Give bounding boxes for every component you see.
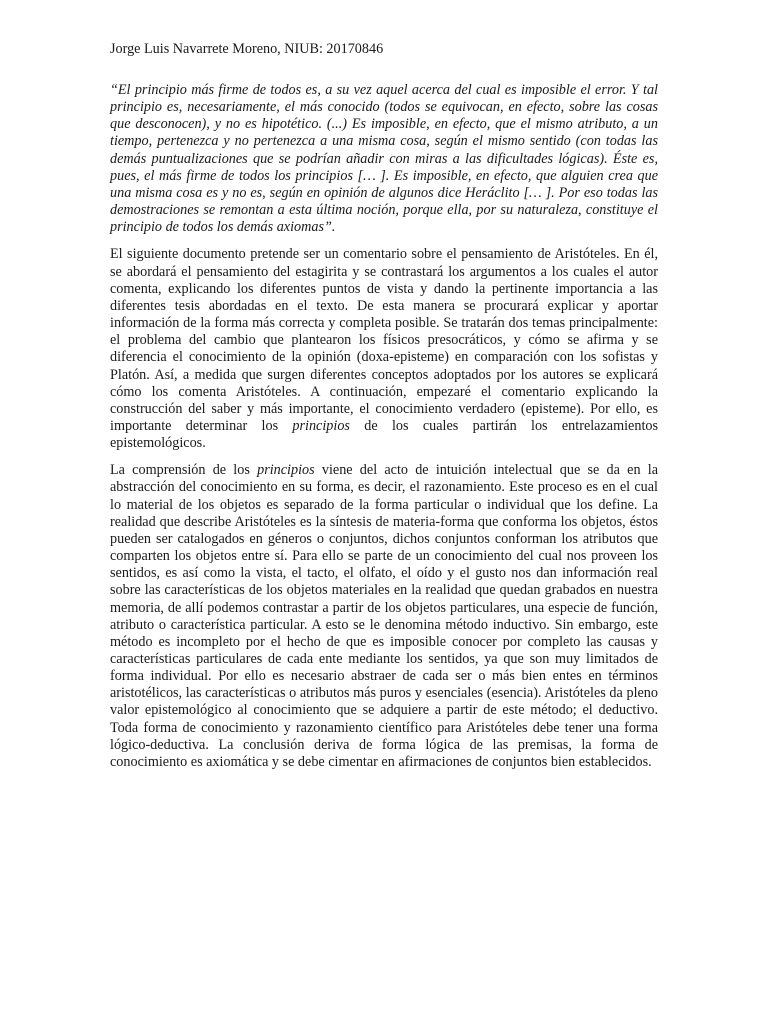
emphasis-principios: principios bbox=[292, 417, 350, 434]
paragraph-principles-text: viene del acto de intuición intelectual que se da en la abstracción del conocimiento en su forma, es decir, el razonamiento. Este proceso es en el cual lo material de los objetos es separado de la forma particular o individual que los define. La realidad que describe Aristóteles es la síntesis de materia-forma que conforma los objetos, éstos pueden ser catalogados en géneros o conjuntos, dichos conjuntos conforman los atributos que comparten los objetos entre sí. Para ello se parte de un conocimiento del cual nos proveen los sentidos, es así como la vista, el tacto, el olfato, el oído y el gusto nos dan información real sobre las características de los objetos materiales en la realidad que quedan grabados en nuestra memoria, de allí podemos contrastar a partir de los objetos particulares, una especie de función, atributo o característica particular. A esto se le denomina método inductivo. Sin embargo, este método es incompleto por el hecho de que es imposible conocer por completo las causas y características particulares de cada ente mediante los sentidos, ya que son muy limitados de forma individual. Por ello es necesario abstraer de cada ser o más bien entes en términos aristotélicos, las características o atributos más puros y esenciales (esencia). Aristóteles da pleno valor epistemológico al conocimiento que se adquiere a partir de este método; el deductivo. Toda forma de conocimiento y razonamiento científico para Aristóteles debe tener una forma lógico-deductiva. La conclusión deriva de forma lógica de las premisas, la forma de conocimiento es axiomática y se debe cimentar en afirmaciones de conjuntos bien establecidos. bbox=[110, 462, 658, 770]
emphasis-principios: principios bbox=[257, 462, 315, 479]
paragraph-introduction bbox=[110, 246, 658, 452]
paragraph-introduction-tail: de los cuales partirán los entrelazamientos epistemológicos. bbox=[110, 417, 658, 452]
opening-quote: “El principio más firme de todos es, a su vez aquel acerca del cual es imposible el error. Y tal principio es, necesariamente, el más conocido (todos se equivocan, en efecto, sobre las cosas que desconocen), y no es hipotético. (...) Es imposible, en efecto, que el mismo atributo, a un tiempo, pertenezca y no pertenezca a una misma cosa, según el mismo sentido (con todas las demás puntualizaciones que se podrían añadir con miras a las dificultades lógicas). Éste es, pues, el más firme de todos los principios [… ]. Es imposible, en efecto, que alguien crea que una misma cosa es y no es, según en opinión de algunos dice Heráclito [… ]. Por eso todas las demostraciones se remontan a esta última noción, porque ella, por su naturaleza, constituye el principio de todos los demás axiomas”. bbox=[110, 82, 658, 236]
paragraph-principles bbox=[110, 462, 658, 771]
paragraph-principles-lead: La comprensión de los bbox=[110, 462, 258, 479]
author-header: Jorge Luis Navarrete Moreno, NIUB: 20170846 bbox=[110, 41, 384, 57]
paragraph-introduction-text: El siguiente documento pretende ser un comentario sobre el pensamiento de Aristóteles. En él, se abordará el pensamiento del estagirita y se contrastará los argumentos a los cuales el autor comenta, explicando los diferentes puntos de vista y dando la pertinente importancia a las diferentes tesis abordadas en el texto. De esta manera se procurará explicar y aportar información de la forma más correcta y completa posible. Se tratarán dos temas principalmente: el problema del cambio que plantearon los físicos presocráticos, y cómo se afirma y se diferencia el conocimiento de la opinión (doxa-episteme) en comparación con los sofistas y Platón. Así, a medida que surgen diferentes conceptos adoptados por los autores se explicará cómo los comenta Aristóteles. A continuación, empezaré el comentario explicando la construcción del saber y más importante, el conocimiento verdadero (episteme). Por ello, es importante determinar los bbox=[110, 246, 658, 434]
